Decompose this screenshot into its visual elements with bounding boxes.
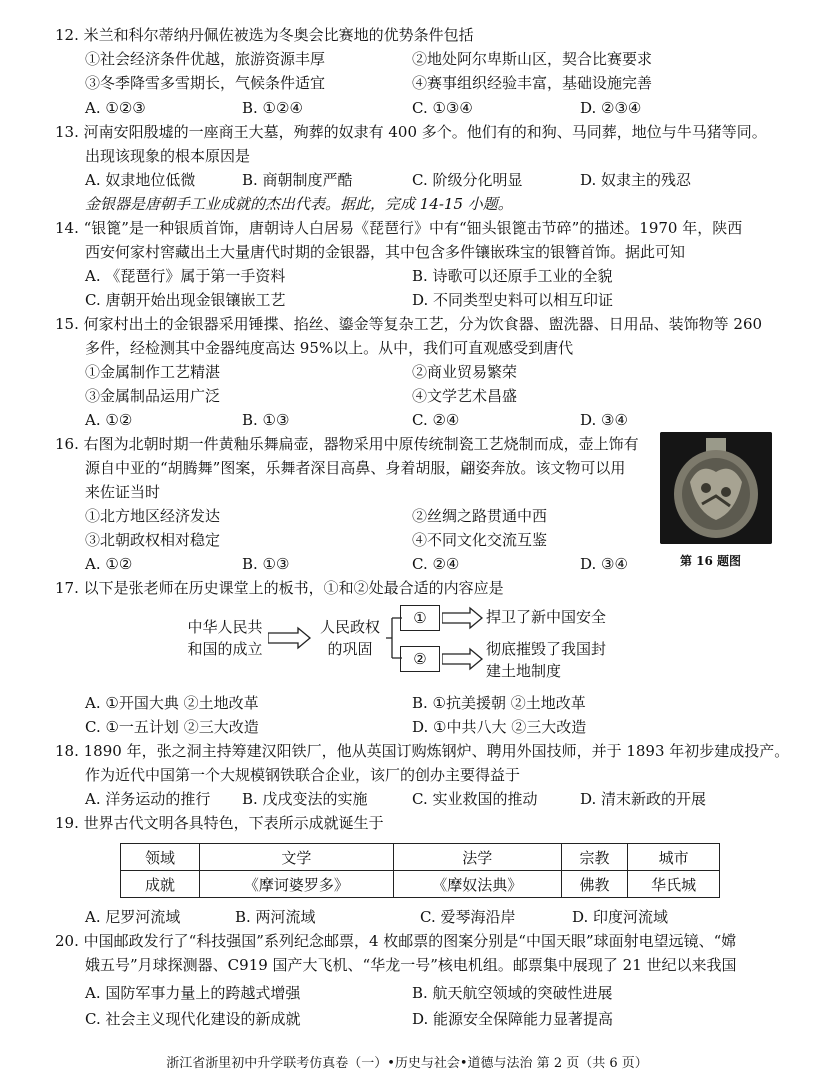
q20-option-b: B. 航天航空领域的突破性进展 [412,984,613,1002]
table-header-cell: 城市 [628,844,720,871]
table-row [121,844,720,871]
q15-statement-1: ①金属制作工艺精湛 [85,363,221,381]
q20-option-c: C. 社会主义现代化建设的新成就 [85,1010,301,1028]
q16-option-b: B. ①③ [242,555,290,573]
q17-option-c: C. ①一五计划 ②三大改造 [85,718,259,736]
q17-option-d: D. ①中共八大 ②三大改造 [412,718,587,736]
q16-option-c: C. ②④ [412,555,460,573]
q13-stem-2: 出现该现象的根本原因是 [85,147,251,165]
q15-option-b: B. ①③ [242,411,290,429]
q19-option-a: A. 尼罗河流域 [85,908,181,926]
page-footer: 浙江省浙里初中升学联考仿真卷（一）•历史与社会•道德与法治 第 2 页（共 6 页） [166,1056,648,1071]
q16-figure-caption: 第 16 题图 [680,554,742,568]
q14-15-intro-note: 金银器是唐朝手工业成就的杰出代表。据此，完成 14-15 小题。 [85,195,513,213]
arrow-right-icon [442,647,484,671]
q17-box-consolidation-2: 的巩固 [327,640,373,658]
table-cell: 《摩奴法典》 [393,871,561,898]
q15-stem-2: 多件，经检测其中金器纯度高达 95%以上。从中，我们可直观感受到唐代 [85,339,574,357]
q16-statement-2: ②丝绸之路贯通中西 [412,507,548,525]
q18-option-a: A. 洋务运动的推行 [85,790,211,808]
q20-stem-2: 娥五号”月球探测器、C919 国产大飞机、“华龙一号”核电机组。邮票集中展现了 21 世纪以来我国 [85,956,737,974]
q12-statement-2: ②地处阿尔卑斯山区，契合比赛要求 [412,50,653,68]
table-cell: 《摩诃婆罗多》 [200,871,394,898]
q17-box-founding-2: 和国的成立 [187,640,263,658]
q20-option-d: D. 能源安全保障能力显著提高 [412,1010,614,1028]
arrow-right-icon [442,606,484,630]
q14-option-c: C. 唐朝开始出现金银镶嵌工艺 [85,291,286,309]
q19-option-c: C. 爱琴海沿岸 [420,908,516,926]
q16-stem-3: 来佐证当时 [85,483,161,501]
q15-statement-4: ④文学艺术昌盛 [412,387,518,405]
table-row [121,871,720,898]
q14-option-d: D. 不同类型史料可以相互印证 [412,291,614,309]
q17-option-a: A. ①开国大典 ②土地改革 [85,694,259,712]
q12-statement-4: ④赛事组织经验丰富，基础设施完善 [412,74,653,92]
q15-option-c: C. ②④ [412,411,460,429]
table-header-cell: 宗教 [561,844,627,871]
flask-photo [660,432,772,544]
q17-blank-2: ② [400,646,440,672]
q15-option-a: A. ①② [85,411,133,429]
q12-option-a: A. ①②③ [85,99,146,117]
arrow-right-icon [268,626,312,650]
q16-stem-1: 16. 右图为北朝时期一件黄釉乐舞扁壶，器物采用中原传统制瓷工艺烧制而成，壶上饰有 [55,435,639,453]
q14-stem-1: 14. “银篦”是一种银质首饰，唐朝诗人白居易《琵琶行》中有“钿头银篦击节碎”的描述。1970 年，陕西 [55,219,743,237]
q16-statement-1: ①北方地区经济发达 [85,507,221,525]
q17-result-2a: 彻底摧毁了我国封 [486,640,607,658]
q17-result-1: 捍卫了新中国安全 [486,608,607,626]
q15-option-d: D. ③④ [580,411,628,429]
q16-statement-3: ③北朝政权相对稳定 [85,531,221,549]
flat-pot-icon [660,432,772,544]
q13-option-c: C. 阶级分化明显 [412,171,523,189]
q18-option-d: D. 清末新政的开展 [580,790,707,808]
q12-stem: 12. 米兰和科尔蒂纳丹佩佐被选为冬奥会比赛地的优势条件包括 [55,26,474,44]
table-header-cell: 领域 [121,844,200,871]
table-header-cell: 法学 [393,844,561,871]
q17-stem: 17. 以下是张老师在历史课堂上的板书，①和②处最合适的内容应是 [55,579,504,597]
q16-statement-4: ④不同文化交流互鉴 [412,531,548,549]
q19-option-d: D. 印度河流域 [572,908,669,926]
q17-box-founding-1: 中华人民共 [187,618,263,636]
q14-option-b: B. 诗歌可以还原手工业的全貌 [412,267,613,285]
q17-box-consolidation-1: 人民政权 [319,618,380,636]
q20-option-a: A. 国防军事力量上的跨越式增强 [85,984,301,1002]
table-header-cell: 文学 [200,844,394,871]
q18-option-b: B. 戊戌变法的实施 [242,790,368,808]
q16-option-d: D. ③④ [580,555,628,573]
q13-option-a: A. 奴隶地位低微 [85,171,196,189]
q14-option-a: A. 《琵琶行》属于第一手资料 [85,267,286,285]
q15-stem-1: 15. 何家村出土的金银器采用锤揲、掐丝、鎏金等复杂工艺，分为饮食器、盥洗器、日用品、装饰物等 260 [55,315,763,333]
q19-option-b: B. 两河流域 [235,908,316,926]
q17-result-2b: 建土地制度 [486,662,562,680]
q20-stem-1: 20. 中国邮政发行了“科技强国”系列纪念邮票，4 枚邮票的图案分别是“中国天眼”球面射电望远镜、“嫦 [55,932,737,950]
q15-statement-3: ③金属制品运用广泛 [85,387,221,405]
q16-option-a: A. ①② [85,555,133,573]
q18-option-c: C. 实业救国的推动 [412,790,538,808]
q17-blank-1: ① [400,605,440,631]
q12-option-c: C. ①③④ [412,99,473,117]
q19-stem: 19. 世界古代文明各具特色，下表所示成就诞生于 [55,814,384,832]
table-cell: 佛教 [561,871,627,898]
q14-stem-2: 西安何家村窖藏出土大量唐代时期的金银器，其中包含多件镶嵌珠宝的银簪首饰。据此可知 [85,243,686,261]
q12-option-b: B. ①②④ [242,99,303,117]
q19-table [120,843,720,898]
q17-option-b: B. ①抗美援朝 ②土地改革 [412,694,586,712]
table-cell: 华氏城 [628,871,720,898]
q13-option-b: B. 商朝制度严酷 [242,171,353,189]
q13-option-d: D. 奴隶主的残忍 [580,171,692,189]
q12-option-d: D. ②③④ [580,99,642,117]
q15-statement-2: ②商业贸易繁荣 [412,363,518,381]
q18-stem-1: 18. 1890 年，张之洞主持筹建汉阳铁厂，他从英国订购炼钢炉、聘用外国技师，并于 1893 年初步建成投产。 [55,742,790,760]
q18-stem-2: 作为近代中国第一个大规模钢铁联合企业，该厂的创办主要得益于 [85,766,521,784]
table-cell: 成就 [121,871,200,898]
q12-statement-3: ③冬季降雪多雪期长，气候条件适宜 [85,74,326,92]
q13-stem-1: 13. 河南安阳殷墟的一座商王大墓，殉葬的奴隶有 400 多个。他们有的和狗、马同葬，地位与牛马猪等同。 [55,123,767,141]
q16-stem-2: 源自中亚的“胡腾舞”图案，乐舞者深目高鼻、身着胡服，翩姿奔放。该文物可以用 [85,459,626,477]
q12-statement-1: ①社会经济条件优越，旅游资源丰厚 [85,50,326,68]
